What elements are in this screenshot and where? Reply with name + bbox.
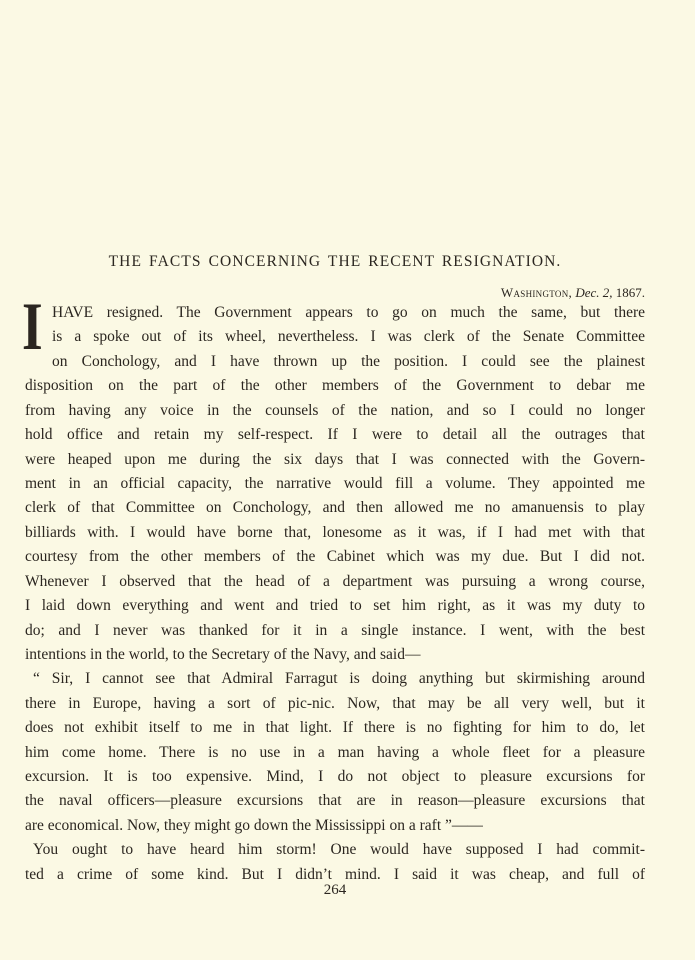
text-line: ment in an official capacity, the narrative would fill a volume. They appointed me [25,475,645,492]
text-line: intentions in the world, to the Secretary of the Navy, and said— [25,646,421,663]
dateline [440,285,645,301]
dateline-date: Dec. 2, [575,285,613,300]
text-line: are economical. Now, they might go down the Mississippi on a raft ”—— [25,817,483,834]
page-number: 264 [323,882,347,898]
text-line: excursion. It is too expensive. Mind, I do not object to pleasure excursions for [25,768,645,785]
text-line: were heaped upon me during the six days that I was connected with the Govern- [25,451,645,468]
text-line: the naval officers—pleasure excursions that are in reason—pleasure excursions that [25,792,645,809]
text-line: disposition on the part of the other members of the Government to debar me [25,377,645,394]
text-line: on Conchology, and I have thrown up the position. I could see the plainest [52,353,645,370]
text-line: courtesy from the other members of the Cabinet which was my due. But I did not. [25,548,645,565]
text-line: him come home. There is no use in a man having a whole fleet for a pleasure [25,744,645,761]
dateline-year: 1867. [615,285,645,300]
dateline-location: Washington, [500,285,573,300]
text-line: is a spoke out of its wheel, nevertheless. I was clerk of the Senate Committee [52,328,645,345]
text-line: ted a crime of some kind. But I didn’t mind. I said it was cheap, and full of [25,866,645,883]
drop-cap: I [22,288,43,364]
text-line: I laid down everything and went and tried to set him right, as it was my duty to [25,597,645,614]
text-line: You ought to have heard him storm! One would have supposed I had commit- [33,841,645,858]
text-line: do; and I never was thanked for it in a single instance. I went, with the best [25,622,645,639]
text-line: Whenever I observed that the head of a department was pursuing a wrong course, [25,573,645,590]
text-line: clerk of that Committee on Conchology, and then allowed me no amanuensis to play [25,499,645,516]
text-line: HAVE resigned. The Government appears to go on much the same, but there [52,304,645,321]
text-line: from having any voice in the counsels of the nation, and so I could no longer [25,402,645,419]
text-line: billiards with. I would have borne that, lonesome as it was, if I had met with that [25,524,645,541]
text-line: there in Europe, having a sort of pic-nic. Now, that may be all very well, but it [25,695,645,712]
text-line: “ Sir, I cannot see that Admiral Farragut is doing anything but skirmishing around [33,670,645,687]
text-line: does not exhibit itself to me in that light. If there is no fighting for him to do, let [25,719,645,736]
text-line: hold office and retain my self-respect. If I were to detail all the outrages that [25,426,645,443]
chapter-title: THE FACTS CONCERNING THE RECENT RESIGNATION. [108,253,562,270]
